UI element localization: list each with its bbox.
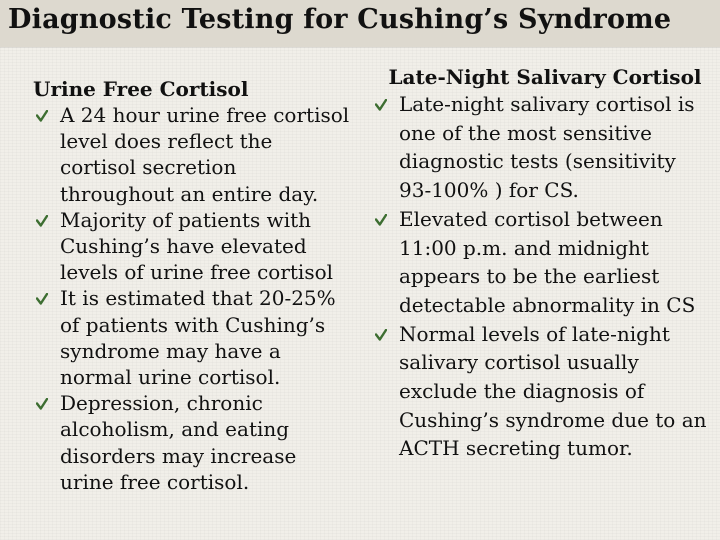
right-column (372, 64, 718, 463)
right-column-heading: Late-Night Salivary Cortisol (388, 65, 702, 89)
bullet-text: A 24 hour urine free cortisol level does reflect the cortisol secretion throughout an entire day. (60, 103, 350, 206)
checkmark-icon (375, 99, 387, 111)
bullet-text: It is estimated that 20-25% of patients with Cushing’s syndrome may have a normal urine cortisol. (60, 286, 336, 390)
left-column (33, 76, 363, 495)
left-column-heading: Urine Free Cortisol (33, 77, 249, 101)
list-item (33, 102, 363, 207)
list-item (33, 207, 363, 286)
list-item (33, 285, 363, 390)
list-item (372, 90, 718, 205)
left-bullet-list (33, 102, 363, 495)
bullet-text: Normal levels of late-night salivary cortisol usually exclude the diagnosis of Cushing’s syndrome due to an ACTH secreting tumor. (399, 321, 707, 461)
list-item (372, 320, 718, 464)
bullet-text: Depression, chronic alcoholism, and eating disorders may increase urine free cortisol. (60, 391, 297, 494)
bullet-text: Majority of patients with Cushing’s have elevated levels of urine free cortisol (60, 207, 334, 285)
title-bar (0, 0, 720, 47)
checkmark-icon (375, 329, 387, 341)
bullet-text: Late-night salivary cortisol is one of the most sensitive diagnostic tests (sensitivity 93-100% ) for CS. (399, 92, 695, 203)
slide-title: Diagnostic Testing for Cushing’s Syndrome (8, 4, 672, 35)
checkmark-icon (36, 110, 48, 122)
list-item (372, 205, 718, 320)
checkmark-icon (36, 215, 48, 227)
right-bullet-list (372, 90, 718, 463)
bullet-text: Elevated cortisol between 11:00 p.m. and midnight appears to be the earliest detectable abnormality in CS (399, 206, 696, 317)
checkmark-icon (36, 398, 48, 410)
checkmark-icon (375, 214, 387, 226)
list-item (33, 390, 363, 495)
checkmark-icon (36, 293, 48, 305)
